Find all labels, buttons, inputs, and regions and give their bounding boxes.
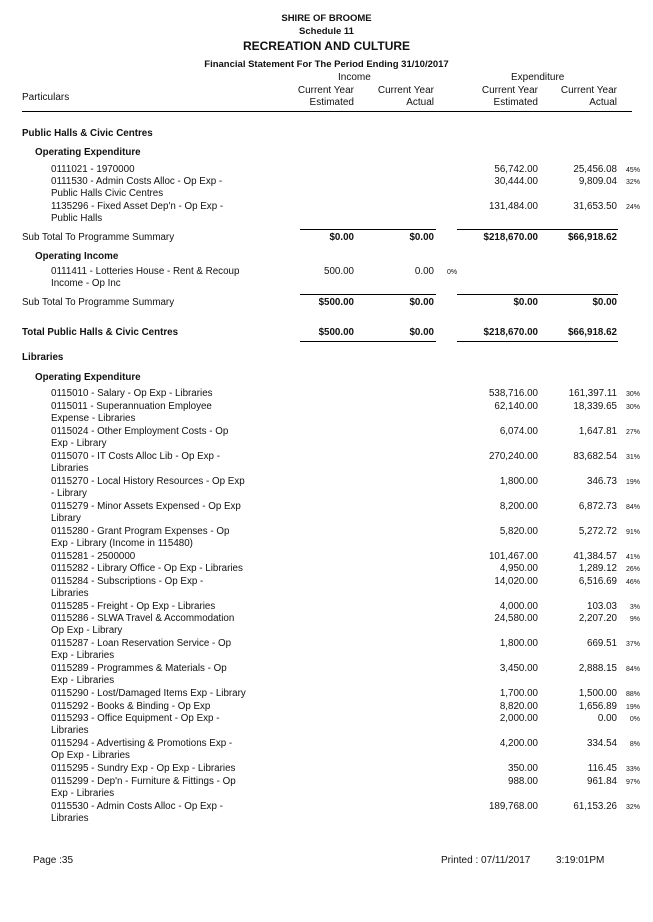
- line-item-pct: 45%: [625, 167, 640, 174]
- line-item-exp-est: 30,444.00: [494, 176, 538, 187]
- subtotal-inc-act: $0.00: [409, 297, 434, 308]
- halls-exp-subtotal-label: Sub Total To Programme Summary: [22, 232, 175, 243]
- line-item-exp-act: 6,516.69: [578, 575, 617, 587]
- line-item-exp-est: 3,450.00: [499, 663, 538, 674]
- line-item-exp-act: 1,289.12: [578, 563, 617, 574]
- line-item-desc: 0115293 - Office Equipment - Op Exp -: [51, 713, 220, 724]
- particulars-header: Particulars: [22, 92, 70, 103]
- halls-opexp-heading: Operating Expenditure: [35, 147, 141, 158]
- line-item-desc-cont: Libraries: [51, 725, 89, 736]
- line-item-desc: 0115281 - 2500000: [51, 550, 136, 562]
- rule: [457, 229, 618, 230]
- line-item-exp-est: 538,716.00: [488, 388, 538, 399]
- line-item-exp-act: 6,872.73: [578, 500, 617, 512]
- line-item-pct: 33%: [625, 766, 640, 773]
- line-item-exp-act: 669.51: [587, 638, 617, 649]
- line-item-exp-act: 9,809.04: [578, 176, 617, 187]
- line-item-exp-act: 1,500.00: [578, 688, 617, 699]
- line-item-desc-cont: Expense - Libraries: [51, 412, 136, 424]
- line-item-desc: 0115292 - Books & Binding - Op Exp: [51, 700, 211, 712]
- line-item-pct: 84%: [625, 666, 640, 673]
- line-item-desc-cont: Exp - Library: [51, 437, 107, 449]
- line-item-pct: 84%: [625, 503, 640, 511]
- line-item-desc: 0115287 - Loan Reservation Service - Op: [51, 638, 232, 649]
- line-item-desc: 0115011 - Superannuation Employee: [51, 400, 212, 412]
- line-item-desc-cont: Exp - Libraries: [51, 650, 115, 661]
- line-item-desc: 0115294 - Advertising & Promotions Exp -: [51, 738, 233, 749]
- line-item-pct: 97%: [625, 778, 640, 786]
- rule: [457, 341, 618, 342]
- line-item-exp-est: 1,800.00: [499, 638, 538, 649]
- line-item-exp-act: 116.45: [587, 763, 617, 774]
- line-item-exp-est: 101,467.00: [488, 550, 538, 562]
- line-item-pct: 24%: [625, 204, 640, 211]
- line-item-exp-est: 14,020.00: [494, 575, 538, 587]
- section-libraries: Libraries: [22, 352, 64, 363]
- rule: [300, 229, 436, 230]
- line-item-pct: 19%: [625, 478, 640, 486]
- printed-date: Printed : 07/11/2017: [441, 855, 531, 866]
- line-item-exp-act: 2,888.15: [578, 663, 617, 674]
- line-item-desc-cont: Income - Op Inc: [51, 278, 121, 289]
- line-item-desc-cont: Exp - Library (Income in 115480): [51, 537, 193, 549]
- line-item-exp-est: 4,950.00: [499, 563, 538, 574]
- line-item-exp-est: 4,200.00: [499, 738, 538, 749]
- line-item-desc-cont: Public Halls: [51, 213, 103, 224]
- line-item-exp-est: 350.00: [508, 763, 538, 774]
- income-header: Income: [338, 72, 371, 83]
- line-item-exp-est: 4,000.00: [499, 600, 538, 612]
- line-item-inc-act: 0.00: [414, 266, 434, 277]
- header-rule: [22, 111, 632, 112]
- line-item-desc: 0115290 - Lost/Damaged Items Exp - Library: [51, 688, 246, 699]
- line-item-exp-act: 334.54: [587, 738, 617, 749]
- report-title: RECREATION AND CULTURE: [242, 39, 411, 53]
- line-item-desc: 0115270 - Local History Resources - Op Exp: [51, 475, 245, 487]
- subtotal-inc-est: $0.00: [329, 232, 354, 243]
- line-item-pct: 46%: [625, 578, 640, 586]
- subtotal-exp-est: $218,670.00: [483, 232, 538, 243]
- line-item-desc-cont: Libraries: [51, 462, 89, 474]
- line-item-desc: 0115286 - SLWA Travel & Accommodation: [51, 613, 235, 624]
- line-item-pct: 9%: [629, 616, 640, 623]
- line-item-desc: 0115010 - Salary - Op Exp - Libraries: [51, 388, 213, 399]
- line-item-exp-est: 6,074.00: [499, 425, 538, 437]
- line-item-pct: 26%: [625, 566, 640, 573]
- income-act-header: Current Year Actual: [377, 85, 434, 108]
- schedule-label: Schedule 11: [299, 26, 354, 37]
- line-item-desc-cont: Op Exp - Library: [51, 625, 123, 636]
- expenditure-header: Expenditure: [511, 72, 565, 83]
- line-item-desc: 0115070 - IT Costs Alloc Lib - Op Exp -: [51, 450, 220, 462]
- halls-inc-subtotal-label: Sub Total To Programme Summary: [22, 297, 175, 308]
- line-item-exp-act: 5,272.72: [578, 525, 617, 537]
- line-item-pct: 0%: [629, 716, 640, 723]
- line-item-exp-act: 961.84: [587, 775, 617, 787]
- line-item-desc: 0115280 - Grant Program Expenses - Op: [51, 525, 230, 537]
- line-item-pct: 19%: [625, 703, 640, 711]
- subtotal-inc-est: $500.00: [318, 297, 354, 308]
- line-item-desc: 0115285 - Freight - Op Exp - Libraries: [51, 600, 216, 612]
- line-item-exp-act: 161,397.11: [568, 388, 617, 399]
- report-subtitle: Financial Statement For The Period Ending 31/10/2017: [204, 59, 449, 70]
- line-item-desc: 0115284 - Subscriptions - Op Exp -: [51, 575, 204, 587]
- line-item-exp-est: 62,140.00: [494, 400, 538, 412]
- libraries-opexp-heading: Operating Expenditure: [35, 372, 141, 383]
- rule: [300, 294, 436, 295]
- line-item-pct: 31%: [625, 453, 640, 461]
- total-exp-act: $66,918.62: [567, 327, 617, 338]
- line-item-desc: 0115282 - Library Office - Op Exp - Libraries: [51, 563, 243, 574]
- line-item-desc: 0115295 - Sundry Exp - Op Exp - Libraries: [51, 763, 236, 774]
- line-item-exp-act: 83,682.54: [573, 450, 617, 462]
- line-item-desc-cont: - Library: [51, 487, 87, 499]
- line-item-exp-act: 346.73: [587, 475, 617, 487]
- line-item-exp-est: 24,580.00: [494, 613, 538, 624]
- subtotal-exp-act: $66,918.62: [567, 232, 617, 243]
- section-halls: Public Halls & Civic Centres: [22, 128, 153, 139]
- halls-opinc-heading: Operating Income: [35, 251, 119, 262]
- exp-act-header: Current Year Actual: [560, 85, 617, 108]
- line-item-exp-est: 189,768.00: [488, 800, 538, 812]
- line-item-pct: 0%: [447, 269, 458, 276]
- line-item-pct: 37%: [625, 641, 640, 648]
- line-item-exp-est: 56,742.00: [494, 164, 538, 175]
- total-inc-act: $0.00: [409, 327, 434, 338]
- subtotal-inc-act: $0.00: [409, 232, 434, 243]
- rule: [300, 341, 436, 342]
- subtotal-exp-est: $0.00: [513, 297, 538, 308]
- line-item-exp-act: 25,456.08: [573, 164, 617, 175]
- line-item-exp-act: 1,656.89: [578, 700, 617, 712]
- line-item-exp-est: 1,800.00: [499, 475, 538, 487]
- line-item-inc-est: 500.00: [324, 266, 354, 277]
- line-item-pct: 3%: [629, 603, 640, 611]
- line-item-pct: 32%: [625, 803, 640, 811]
- line-item-desc: 0115024 - Other Employment Costs - Op: [51, 425, 229, 437]
- line-item-desc: 1135296 - Fixed Asset Dep'n - Op Exp -: [51, 201, 224, 212]
- line-item-exp-act: 18,339.65: [573, 400, 617, 412]
- rule: [457, 294, 618, 295]
- line-item-pct: 30%: [625, 391, 640, 398]
- line-item-desc-cont: Exp - Libraries: [51, 675, 115, 686]
- line-item-desc: 0111411 - Lotteries House - Rent & Recoup: [51, 266, 240, 277]
- line-item-desc-cont: Exp - Libraries: [51, 787, 115, 799]
- line-item-pct: 32%: [625, 179, 640, 186]
- halls-total-label: Total Public Halls & Civic Centres: [22, 327, 179, 338]
- line-item-exp-act: 0.00: [597, 713, 617, 724]
- line-item-exp-act: 61,153.26: [573, 800, 617, 812]
- line-item-desc: 0115279 - Minor Assets Expensed - Op Exp: [51, 500, 241, 512]
- line-item-exp-act: 41,384.57: [573, 550, 617, 562]
- exp-est-header: Current Year Estimated: [481, 85, 538, 108]
- line-item-exp-est: 2,000.00: [499, 713, 538, 724]
- line-item-desc: 0111021 - 1970000: [51, 164, 135, 175]
- line-item-desc-cont: Op Exp - Libraries: [51, 750, 130, 761]
- line-item-pct: 30%: [625, 403, 640, 411]
- line-item-pct: 8%: [629, 741, 640, 748]
- line-item-exp-est: 988.00: [508, 775, 538, 787]
- line-item-exp-est: 270,240.00: [488, 450, 538, 462]
- page-number: Page :35: [33, 855, 74, 866]
- line-item-exp-act: 1,647.81: [578, 425, 617, 437]
- org-name: SHIRE OF BROOME: [281, 13, 372, 24]
- line-item-desc-cont: Libraries: [51, 587, 89, 599]
- line-item-desc-cont: Library: [51, 512, 81, 524]
- line-item-desc: 0115530 - Admin Costs Alloc - Op Exp -: [51, 800, 223, 812]
- line-item-desc-cont: Libraries: [51, 812, 89, 824]
- line-item-pct: 88%: [625, 691, 640, 698]
- line-item-pct: 91%: [625, 528, 640, 536]
- line-item-exp-est: 1,700.00: [499, 688, 538, 699]
- line-item-exp-act: 103.03: [587, 600, 617, 612]
- line-item-exp-est: 5,820.00: [499, 525, 538, 537]
- subtotal-exp-act: $0.00: [592, 297, 617, 308]
- printed-time: 3:19:01PM: [556, 855, 605, 866]
- total-exp-est: $218,670.00: [483, 327, 538, 338]
- line-item-desc: 0115299 - Dep'n - Furniture & Fittings - Op: [51, 775, 236, 787]
- line-item-exp-est: 8,820.00: [499, 700, 538, 712]
- line-item-desc: 0111530 - Admin Costs Alloc - Op Exp -: [51, 176, 223, 187]
- income-est-header: Current Year Estimated: [297, 85, 354, 108]
- line-item-exp-act: 31,653.50: [573, 201, 617, 212]
- line-item-pct: 27%: [625, 428, 640, 436]
- line-item-desc: 0115289 - Programmes & Materials - Op: [51, 663, 227, 674]
- total-inc-est: $500.00: [318, 327, 354, 338]
- line-item-desc-cont: Public Halls Civic Centres: [51, 188, 164, 199]
- line-item-exp-est: 131,484.00: [488, 201, 538, 212]
- line-item-exp-est: 8,200.00: [499, 500, 538, 512]
- line-item-exp-act: 2,207.20: [578, 613, 617, 624]
- line-item-pct: 41%: [625, 553, 640, 561]
